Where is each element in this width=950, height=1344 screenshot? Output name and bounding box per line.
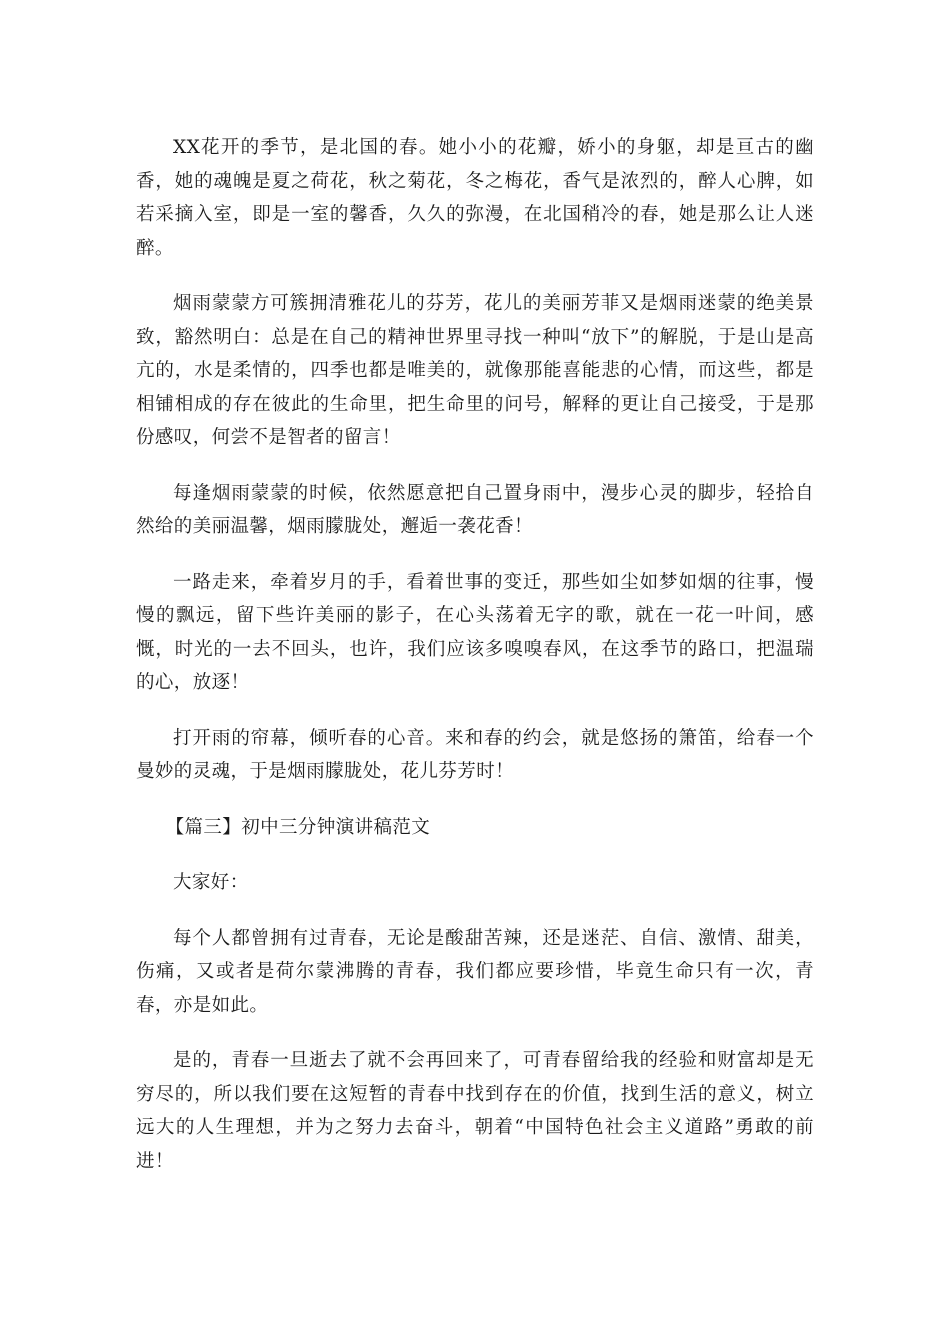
section-heading: 【篇三】初中三分钟演讲稿范文	[165, 816, 431, 838]
paragraph: 打开雨的帘幕，倾听春的心音。来和春的约会，就是悠扬的箫笛，给春一个曼妙的灵魂，于是烟雨朦胧处，花儿芬芳时！	[136, 727, 814, 782]
document-body	[136, 131, 814, 1200]
paragraph: 是的，青春一旦逝去了就不会再回来了，可青春留给我的经验和财富却是无穷尽的，所以我们要在这短暂的青春中找到存在的价值，找到生活的意义，树立远大的人生理想，并为之努力去奋斗，朝着“中国特色社会主义道路”勇敢的前进！	[136, 1050, 814, 1172]
paragraph: 一路走来，牵着岁月的手，看着世事的变迁，那些如尘如梦如烟的往事，慢慢的飘远，留下些许美丽的影子，在心头荡着无字的歌，就在一花一叶间，感慨，时光的一去不回头，也许，我们应该多嗅嗅春风，在这季节的路口，把温瑞的心，放逐！	[136, 571, 814, 693]
greeting: 大家好：	[173, 872, 249, 893]
paragraph: 烟雨蒙蒙方可簇拥清雅花儿的芬芳，花儿的美丽芳菲又是烟雨迷蒙的绝美景致，豁然明白：总是在自己的精神世界里寻找一种叫“放下”的解脱，于是山是高亢的，水是柔情的，四季也都是唯美的，就像那能喜能悲的心情，而这些，都是相铺相成的存在彼此的生命里，把生命里的问号，解释的更让自己接受，于是那份感叹，何尝不是智者的留言！	[136, 293, 814, 448]
paragraph: XX花开的季节，是北国的春。她小小的花瓣，娇小的身躯，却是亘古的幽香，她的魂魄是夏之荷花，秋之菊花，冬之梅花，香气是浓烈的，醉人心脾，如若采摘入室，即是一室的馨香，久久的弥漫，在北国稍冷的春，她是那么让人迷醉。	[136, 137, 814, 259]
paragraph: 每逢烟雨蒙蒙的时候，依然愿意把自己置身雨中，漫步心灵的脚步，轻拾自然给的美丽温馨，烟雨朦胧处，邂逅一袭花香！	[136, 482, 814, 537]
paragraph: 每个人都曾拥有过青春，无论是酸甜苦辣，还是迷茫、自信、激情、甜美，伤痛，又或者是荷尔蒙沸腾的青春，我们都应要珍惜，毕竟生命只有一次，青春，亦是如此。	[136, 927, 814, 1016]
